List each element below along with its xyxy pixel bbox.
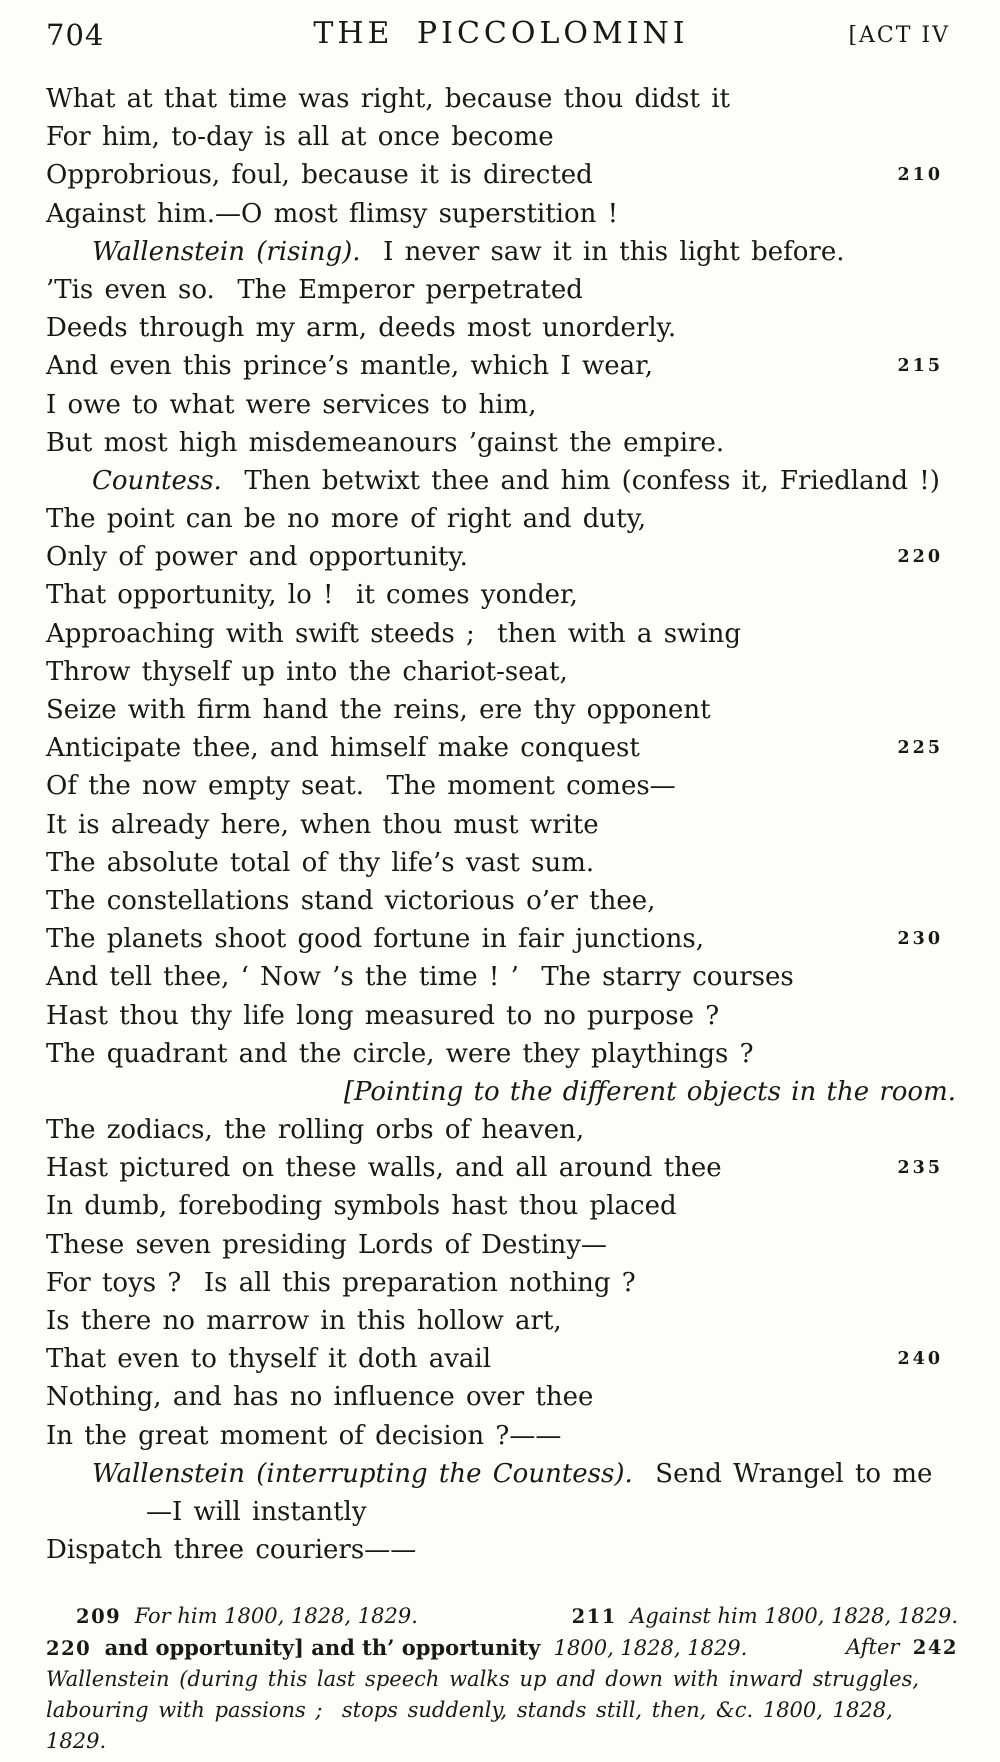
footnote-text <box>572 1601 958 1632</box>
verse-line-number: 230 <box>897 929 943 950</box>
verse-line: That opportunity, lo ! it comes yonder, <box>46 580 578 611</box>
footnote-row <box>46 1664 958 1695</box>
verse-line: And even this prince’s mantle, which I wear, 215 <box>46 347 958 385</box>
verse-line: The constellations stand victorious o’er thee, <box>46 885 656 916</box>
verse-line: Nothing, and has no influence over thee <box>46 1382 594 1413</box>
verse-line: I owe to what were services to him, <box>46 389 537 420</box>
speaker-name: Wallenstein (rising). <box>92 236 361 267</box>
verse-line: That even to thyself it doth avail 240 <box>46 1340 958 1378</box>
running-title: THE PICCOLOMINI <box>313 16 689 51</box>
verse-line: The absolute total of thy life’s vast sum. <box>46 847 595 878</box>
verse-line: —I will instantly <box>146 1496 367 1527</box>
footnote-segment: Against him 1800, 1828, 1829. <box>630 1604 958 1628</box>
verse-line: Only of power and opportunity. 220 <box>46 538 958 576</box>
speaker-name: Wallenstein (interrupting the Countess). <box>92 1458 633 1489</box>
verse-line: The zodiacs, the rolling orbs of heaven, <box>46 1115 585 1146</box>
footnote-row <box>46 1695 958 1757</box>
footnote-segment: After <box>845 1635 900 1659</box>
verse-line: In the great moment of decision ?—— <box>46 1420 562 1451</box>
stage-direction: [Pointing to the different objects in the room. <box>343 1076 956 1107</box>
verse-line: For toys ? Is all this preparation nothing ? <box>46 1267 636 1298</box>
footnote-segment: 242 <box>912 1636 958 1659</box>
footnote-text <box>46 1698 902 1753</box>
footnote-segment: 1800, 1828, 1829. <box>553 1636 748 1660</box>
footnote-text <box>846 1632 958 1664</box>
verse-line: The quadrant and the circle, were they playthings ? <box>46 1038 754 1069</box>
footnote-segment: 209 <box>76 1605 122 1628</box>
verse-line-number: 210 <box>897 165 943 186</box>
verse-line: For him, to-day is all at once become <box>46 122 554 153</box>
verse-line: Hast pictured on these walls, and all around thee 235 <box>46 1149 958 1187</box>
footnote-text <box>46 1632 747 1664</box>
verse-line-number: 215 <box>897 356 943 377</box>
speaker-name: Countess. <box>92 465 222 496</box>
footnotes-block <box>46 1601 958 1757</box>
footnote-segment: 211 <box>571 1605 617 1628</box>
footnote-segment: 220 <box>46 1637 92 1660</box>
footnote-segment: labouring with passions ; stops suddenly, stands still, then, &c. 1800, 1828, 1829. <box>46 1698 903 1753</box>
verse-line: Dispatch three couriers—— <box>46 1535 417 1566</box>
verse-line: The point can be no more of right and duty, <box>46 504 647 535</box>
verse-line: ’Tis even so. The Emperor perpetrated <box>46 274 583 305</box>
speech-line: Countess. Then betwixt thee and him (confess it, Friedland !) <box>92 465 940 496</box>
verse-line: Against him.—O most flimsy superstition ! <box>46 198 619 229</box>
verse-line: These seven presiding Lords of Destiny— <box>46 1229 607 1260</box>
verse-line: Opprobrious, foul, because it is directed 210 <box>46 156 958 194</box>
footnote-segment: and opportunity] and th’ opportunity <box>104 1635 541 1660</box>
verse-line: Of the now empty seat. The moment comes— <box>46 771 676 802</box>
footnote-segment: For him 1800, 1828, 1829. <box>134 1604 418 1628</box>
verse-line: Seize with firm hand the reins, ere thy opponent <box>46 695 711 725</box>
verse-line: Anticipate thee, and himself make conquest 225 <box>46 729 958 767</box>
verse-line: But most high misdemeanours ’gainst the empire. <box>46 427 725 458</box>
verse-line: In dumb, foreboding symbols hast thou placed <box>46 1191 677 1222</box>
footnote-segment: Wallenstein (during this last speech walks up and down with inward struggles, <box>46 1667 920 1691</box>
running-head <box>46 14 956 54</box>
verse-line-number: 225 <box>897 738 943 759</box>
verse-line: Is there no marrow in this hollow art, <box>46 1306 562 1336</box>
footnote-text <box>46 1667 919 1691</box>
verse-line: What at that time was right, because thou didst it <box>46 84 730 114</box>
footnote-text <box>46 1601 418 1632</box>
speech-line: Wallenstein (rising). I never saw it in this light before. <box>92 236 845 267</box>
verse-line: It is already here, when thou must write <box>46 809 599 840</box>
play-text-block <box>46 80 958 1569</box>
speech-line: Wallenstein (interrupting the Countess). Send Wrangel to me <box>92 1458 933 1489</box>
verse-line: Deeds through my arm, deeds most unorderly. <box>46 313 677 344</box>
verse-line-number: 240 <box>897 1349 943 1370</box>
verse-line-number: 235 <box>897 1158 943 1179</box>
act-label: [ACT IV <box>848 23 950 48</box>
verse-line-number: 220 <box>897 547 943 568</box>
footnote-row <box>46 1632 958 1664</box>
verse-line: The planets shoot good fortune in fair junctions, 230 <box>46 920 958 958</box>
verse-line: And tell thee, ‘ Now ’s the time ! ’ The starry courses <box>46 962 794 993</box>
verse-line: Hast thou thy life long measured to no purpose ? <box>46 1000 720 1031</box>
verse-line: Throw thyself up into the chariot-seat, <box>46 656 568 687</box>
page-number: 704 <box>46 18 105 52</box>
footnote-row <box>46 1601 958 1632</box>
verse-line: Approaching with swift steeds ; then with a swing <box>46 618 741 649</box>
